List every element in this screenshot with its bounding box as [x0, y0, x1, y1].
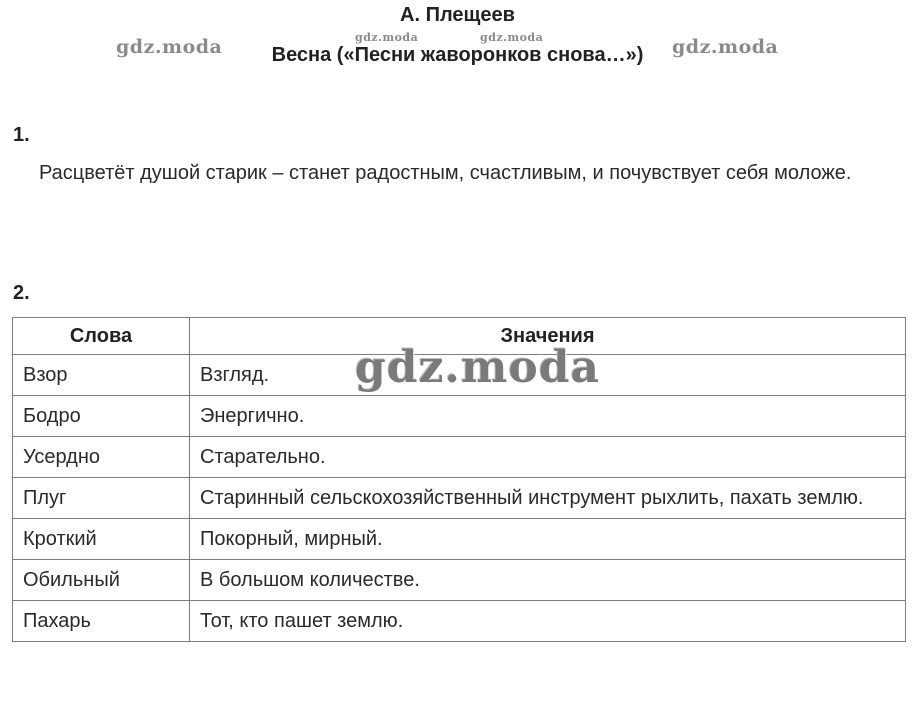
- poem-title: Весна («Песни жаворонков снова…»): [271, 44, 644, 66]
- table-row: [13, 478, 906, 519]
- word-cell: Пахарь: [13, 601, 190, 642]
- meaning-cell: Старинный сельскохозяйственный инструмент рыхлить, пахать землю.: [190, 478, 906, 519]
- word-cell: Обильный: [13, 560, 190, 601]
- table-row: [13, 519, 906, 560]
- watermark-center: gdz.moda: [355, 342, 601, 393]
- header-words: Слова: [13, 318, 190, 355]
- task-1-number: 1.: [13, 124, 30, 146]
- word-cell: Бодро: [13, 396, 190, 437]
- word-cell: Кроткий: [13, 519, 190, 560]
- meaning-cell: Взгляд.: [190, 355, 906, 396]
- table-row: [13, 437, 906, 478]
- task-1-answer: Расцветёт душой старик – станет радостным, счастливым, и почувствует себя моложе.: [39, 162, 852, 184]
- watermark-left: gdz.moda: [116, 36, 223, 58]
- meaning-cell: Тот, кто пашет землю.: [190, 601, 906, 642]
- watermark-right: gdz.moda: [672, 36, 779, 58]
- table-row: [13, 560, 906, 601]
- table-row: [13, 396, 906, 437]
- meaning-cell: Энергично.: [190, 396, 906, 437]
- meaning-cell: В большом количестве.: [190, 560, 906, 601]
- meaning-cell: Старательно.: [190, 437, 906, 478]
- table-row: [13, 601, 906, 642]
- word-cell: Взор: [13, 355, 190, 396]
- word-cell: Плуг: [13, 478, 190, 519]
- task-2-number: 2.: [13, 282, 30, 304]
- header-meanings: Значения: [190, 318, 906, 355]
- author-heading: А. Плещеев: [400, 4, 515, 26]
- meaning-cell: Покорный, мирный.: [190, 519, 906, 560]
- word-cell: Усердно: [13, 437, 190, 478]
- watermark-tiny-1: gdz.moda: [355, 31, 419, 44]
- watermark-tiny-2: gdz.moda: [480, 31, 544, 44]
